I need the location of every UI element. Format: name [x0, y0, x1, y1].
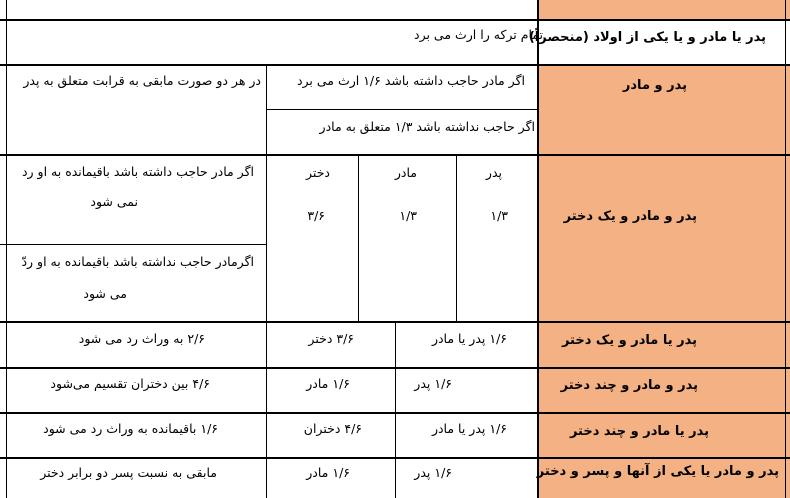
cell-text: ۲/۶ به وراث رد می شود [78, 331, 205, 346]
grid-line [0, 19, 790, 21]
header-top-cell [538, 0, 790, 20]
row-label: پدر یا مادر و یا یکی از اولاد (منحصراً) [528, 30, 766, 45]
row-label: پدر یا مادر و یک دختر [561, 333, 697, 348]
cell-text: ۱/۶ باقیمانده به وراث رد می شود [43, 421, 218, 436]
grid-line [358, 155, 359, 322]
heir-name: دختر [306, 165, 330, 180]
grid-line [0, 154, 790, 156]
heir-share: ۳/۶ [307, 208, 325, 223]
cell-text: اگر حاجب نداشته باشد ۱/۳ متعلق به مادر [319, 119, 535, 134]
cell-text: تمام ترکه را ارث می برد [414, 27, 543, 42]
cell-text: مابقی به نسبت پسر دو برابر دختر [40, 465, 217, 480]
row-label: پدر و مادر [622, 78, 687, 93]
row-label: پدر و مادر و چند دختر [560, 378, 698, 393]
cell-text: ۱/۶ پدر [414, 376, 452, 391]
cell-text: ۱/۶ پدر یا مادر [431, 331, 507, 346]
heir-share: ۱/۳ [399, 208, 417, 223]
row-label: پدر و مادر و یک دختر [563, 209, 697, 224]
cell-text: ۱/۶ مادر [306, 465, 350, 480]
cell-text: اگر مادر حاجب داشته باشد باقیمانده به او رد [21, 164, 254, 179]
grid-line [395, 322, 396, 498]
cell-text: اگر مادر حاجب داشته باشد ۱/۶ ارث می برد [296, 73, 525, 88]
cell-text: ۱/۶ پدر [414, 465, 452, 480]
grid-line [266, 109, 538, 110]
grid-line [785, 0, 786, 498]
grid-line [266, 65, 267, 498]
heir-name: پدر [485, 165, 502, 180]
grid-line [456, 155, 457, 322]
header-cell-row3 [538, 155, 790, 322]
cell-text: ۱/۶ مادر [306, 376, 350, 391]
cell-text: ۴/۶ بین دختران تقسیم می‌شود [50, 376, 210, 391]
cell-text: می شود [83, 286, 127, 301]
cell-text: ۱/۶ پدر یا مادر [431, 421, 507, 436]
cell-text: در هر دو صورت مابقی به قرابت متعلق به پدر [23, 73, 261, 88]
cell-text: ۴/۶ دختران [303, 421, 362, 436]
heir-share: ۱/۳ [490, 208, 508, 223]
grid-line [6, 0, 7, 498]
grid-line [0, 244, 266, 245]
grid-line [0, 64, 790, 66]
cell-text: اگرمادر حاجب نداشته باشد باقیمانده به او ردّ [21, 254, 254, 269]
heir-name: مادر [394, 165, 417, 180]
row-label: پدر یا مادر و چند دختر [569, 424, 709, 439]
row-label: پدر و مادر یا یکی از آنها و پسر و دختر [536, 464, 779, 479]
grid-line [537, 0, 539, 498]
cell-text: نمی شود [90, 194, 138, 209]
cell-text: ۳/۶ دختر [308, 331, 354, 346]
